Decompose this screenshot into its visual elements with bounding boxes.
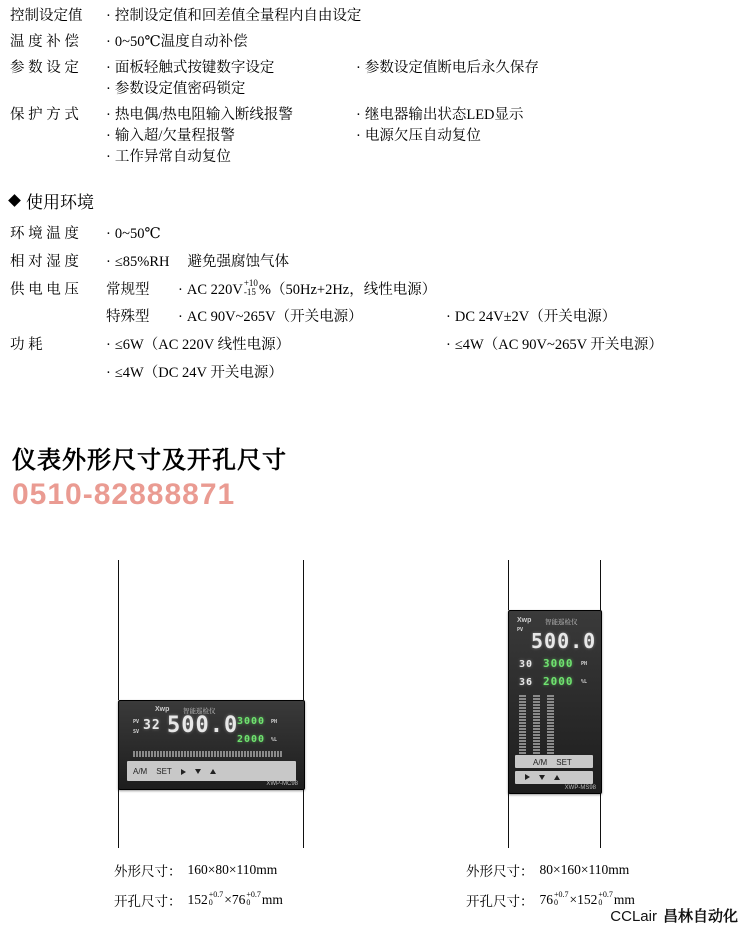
spec-row <box>10 58 740 100</box>
environment-table <box>10 224 740 391</box>
key-right-arrow-icon[interactable] <box>181 769 186 775</box>
key-right-arrow-icon[interactable] <box>525 774 530 780</box>
env-value <box>178 307 446 329</box>
footer-brand-en: CCLair <box>610 908 657 925</box>
brand-logo: Xwp <box>517 617 532 624</box>
spec-label: 温 度 补 偿 <box>10 34 79 51</box>
instrument-vertical <box>508 610 602 794</box>
dimension-line <box>118 560 119 700</box>
spec-item <box>106 147 356 168</box>
env-value <box>106 224 161 246</box>
cutout-a-value: 76 <box>539 892 553 907</box>
unit-label: mm <box>261 892 283 907</box>
env-sub-label: 常规型 <box>106 281 150 298</box>
env-label: 供 电 电 压 <box>10 281 79 298</box>
dimension-line <box>508 792 509 848</box>
env-label: 环 境 温 度 <box>10 226 79 242</box>
sub-display-bottom-unit: %L <box>581 679 588 685</box>
env-value-text: ≤4W（AC 90V~265V 开关电源） <box>454 337 663 353</box>
dimension-line <box>600 560 601 610</box>
env-value-text: AC 220V <box>186 281 243 298</box>
dimension-line <box>303 560 304 700</box>
cutout-b-tolerance <box>246 891 261 908</box>
bullet-dot: · <box>178 281 183 298</box>
dimension-line <box>303 788 304 848</box>
key-auto-manual[interactable]: A/M <box>533 758 548 767</box>
bullet-dot: · <box>106 107 111 124</box>
cutout-a-tolerance <box>209 891 224 908</box>
spec-label: 参 数 设 定 <box>10 60 79 77</box>
keypad[interactable] <box>133 767 216 776</box>
channel-number-bottom: 36 <box>519 677 534 688</box>
key-down-arrow-icon[interactable] <box>195 769 201 774</box>
page-title: 仪表外形尺寸及开孔尺寸 <box>12 448 287 474</box>
cutout-a-tolerance <box>554 891 569 908</box>
dimension-value: 160×80×110mm <box>187 862 278 877</box>
bullet-dot: · <box>106 226 111 242</box>
sub-display-bottom-unit: %L <box>271 737 278 743</box>
env-value-text: AC 90V~265V（开关电源） <box>186 309 363 326</box>
dimension-line <box>508 560 509 610</box>
env-value <box>446 335 663 357</box>
tolerance-sub: -15 <box>243 286 256 297</box>
channel-number-top: 30 <box>519 659 534 670</box>
spec-item-text: 面板轻触式按键数字设定 <box>114 60 275 77</box>
env-row <box>10 335 740 385</box>
env-value <box>178 277 446 302</box>
spec-row <box>10 32 740 53</box>
tolerance-sup: +0.7 <box>554 889 569 899</box>
bullet-dot: · <box>446 337 451 353</box>
sub-display-top-unit: PH <box>271 719 278 725</box>
env-row <box>10 252 740 274</box>
spec-item-text: 参数设定值断电后永久保存 <box>364 60 539 77</box>
multiply-sign: × <box>224 892 232 907</box>
bullet-dot: · <box>106 8 111 24</box>
footer-branding <box>610 905 738 926</box>
sub-display-top: 3000 <box>237 716 266 727</box>
tolerance-sup: +0.7 <box>246 889 261 899</box>
env-value-text: ≤85%RH <box>114 253 170 270</box>
spec-item <box>356 126 740 147</box>
env-value-text: DC 24V±2V（开关电源） <box>454 309 617 326</box>
spec-row <box>10 6 740 27</box>
bullet-dot: · <box>106 149 111 166</box>
section-heading-text: 使用环境 <box>26 193 94 212</box>
env-value-text: ≤4W（DC 24V 开关电源） <box>114 364 283 381</box>
spec-item <box>106 58 356 79</box>
tolerance-sup: +10 <box>243 277 258 288</box>
spec-label: 保 护 方 式 <box>10 107 79 124</box>
cutout-a-value: 152 <box>187 892 208 907</box>
key-auto-manual[interactable]: A/M <box>133 767 148 776</box>
instrument-title: 智能巡检仪 <box>545 619 578 626</box>
main-display-value: 500.0 <box>167 713 239 738</box>
spec-item <box>106 79 356 100</box>
keypad-bottom[interactable] <box>525 774 560 780</box>
bargraph-indicator-left <box>519 695 526 754</box>
spec-item-text: 继电器输出状态LED显示 <box>364 107 524 124</box>
key-up-arrow-icon[interactable] <box>554 775 560 780</box>
bargraph-indicator <box>133 751 282 757</box>
spec-item <box>106 105 356 126</box>
bullet-dot: · <box>106 128 111 145</box>
env-value-text: 0~50℃ <box>114 226 161 242</box>
channel-number: 32 <box>143 718 161 733</box>
bullet-dot: · <box>356 128 361 145</box>
bullet-dot: · <box>106 81 111 98</box>
model-tag: XWP-MC98 <box>266 781 298 787</box>
pv-label: PV <box>517 627 524 633</box>
spec-item-text: 热电偶/热电阻输入断线报警 <box>114 107 293 124</box>
tolerance-supsub <box>244 279 258 298</box>
sv-label: SV <box>133 729 140 735</box>
bargraph-indicator-mid <box>533 695 540 754</box>
bullet-dot: · <box>106 337 111 353</box>
env-label: 功 耗 <box>10 337 43 353</box>
dimension-outline-left <box>114 860 277 880</box>
spec-item-text: 控制设定值和回差值全量程内自由设定 <box>114 8 362 24</box>
env-sub-label: 特殊型 <box>106 309 150 326</box>
key-set[interactable]: SET <box>156 767 172 776</box>
spec-table <box>10 6 740 173</box>
env-label: 相 对 湿 度 <box>10 253 79 270</box>
spec-item-text: 工作异常自动复位 <box>114 149 231 166</box>
tolerance-sup: +0.7 <box>598 889 613 899</box>
spec-label: 控制设定值 <box>10 8 83 24</box>
spec-item-text: 输入超/欠量程报警 <box>114 128 235 145</box>
dimension-label: 外形尺寸： <box>114 864 182 879</box>
tolerance-sub: 0 <box>598 898 603 907</box>
main-display-value: 500.0 <box>531 629 597 653</box>
env-value <box>446 307 616 329</box>
key-set[interactable]: SET <box>556 758 572 767</box>
spec-row <box>10 105 740 168</box>
dimension-cutout-left <box>114 890 283 910</box>
bullet-dot: · <box>356 60 361 77</box>
dimension-outline-right <box>466 860 629 880</box>
spec-item-text: 电源欠压自动复位 <box>364 128 481 145</box>
bullet-dot: · <box>178 309 183 326</box>
env-row <box>10 277 740 330</box>
spec-item <box>356 58 740 79</box>
bullet-dot: · <box>106 60 111 77</box>
instrument-drawings <box>0 520 750 880</box>
tolerance-sup: +0.7 <box>208 889 224 899</box>
pv-label: PV <box>133 719 140 725</box>
spec-item-text: 参数设定值密码锁定 <box>114 81 246 98</box>
footer-brand-cn: 昌林自动化 <box>662 909 738 925</box>
env-value <box>106 335 446 357</box>
env-value <box>106 363 283 385</box>
dimension-label: 外形尺寸： <box>466 864 534 879</box>
brand-logo: Xwp <box>155 706 170 713</box>
multiply-sign: × <box>569 892 578 907</box>
env-value-text-post: %（50Hz+2Hz，线性电源） <box>258 281 437 298</box>
env-value-text-secondary: 避免强腐蚀气体 <box>187 253 290 270</box>
dimension-line <box>600 792 601 848</box>
sub-display-top: 3000 <box>543 657 574 670</box>
sub-display-top-unit: PH <box>581 661 588 667</box>
bullet-dot: · <box>446 309 451 326</box>
spec-item <box>106 32 740 53</box>
bullet-dot: · <box>106 34 111 51</box>
cutout-b-value: 76 <box>231 892 246 907</box>
section-heading-environment <box>10 188 94 213</box>
key-up-arrow-icon[interactable] <box>210 769 216 774</box>
tolerance-sub: 0 <box>554 898 558 907</box>
key-down-arrow-icon[interactable] <box>539 775 545 780</box>
model-tag: XWP-MS98 <box>564 785 596 791</box>
spec-item-text: 0~50℃温度自动补偿 <box>114 34 248 51</box>
diamond-bullet-icon <box>8 194 21 207</box>
bullet-dot: · <box>106 364 111 381</box>
watermark-phone: 0510-82888871 <box>12 478 236 511</box>
keypad-top[interactable] <box>533 758 572 767</box>
dimension-label: 开孔尺寸： <box>114 894 182 909</box>
instrument-title: 智能巡检仪 <box>183 708 216 715</box>
tolerance-sub: 0 <box>208 898 213 907</box>
spec-item <box>106 126 356 147</box>
dimension-label: 开孔尺寸： <box>466 894 534 909</box>
bullet-dot: · <box>356 107 361 124</box>
env-value <box>106 252 289 274</box>
env-row <box>10 224 740 246</box>
env-value-text: ≤6W（AC 220V 线性电源） <box>114 337 291 353</box>
bargraph-indicator-right <box>547 695 554 754</box>
dimension-value: 80×160×110mm <box>539 862 630 877</box>
unit-label: mm <box>613 892 635 907</box>
tolerance-sub: 0 <box>246 898 251 907</box>
spec-item <box>106 6 740 27</box>
cutout-b-value: 152 <box>577 892 598 907</box>
spec-item <box>356 105 740 126</box>
instrument-horizontal <box>118 700 305 790</box>
sub-display-bottom: 2000 <box>543 675 574 688</box>
sub-display-bottom: 2000 <box>237 734 266 745</box>
bullet-dot: · <box>106 253 111 270</box>
dimension-line <box>118 788 119 848</box>
